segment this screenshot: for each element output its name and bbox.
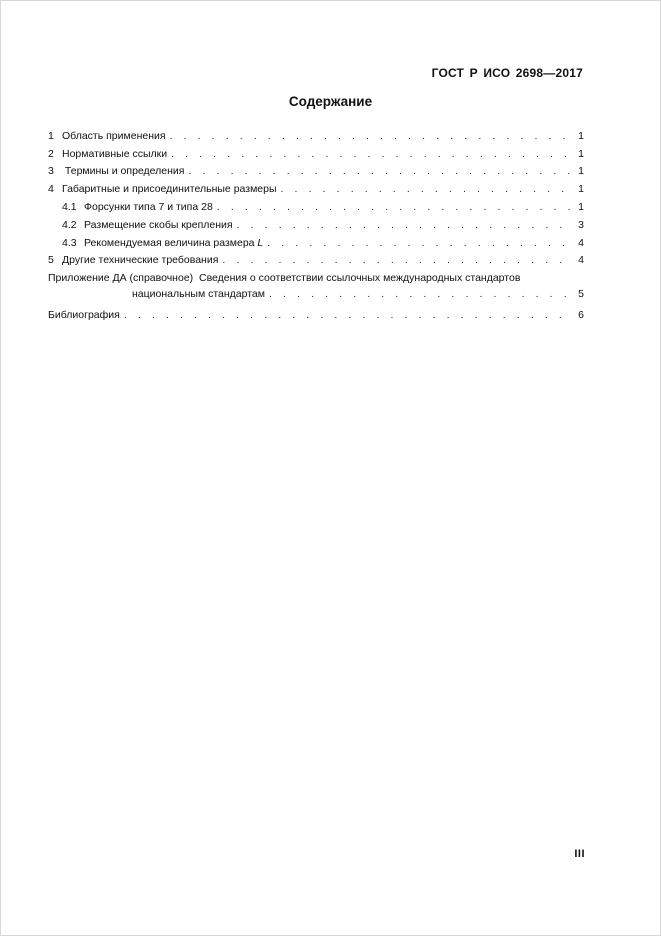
toc-entry-page: 1 (578, 147, 584, 160)
leader-dots (217, 201, 572, 213)
toc-entry-page: 3 (578, 218, 584, 231)
toc-entry-page: 4 (578, 254, 584, 267)
leader-dots (222, 254, 572, 266)
toc-appendix-title: Приложение ДА (справочное) Сведения о соответствии ссылочных международных стандартов (48, 272, 521, 285)
leader-dots (237, 219, 572, 231)
toc-appendix-line-2[interactable] (48, 284, 584, 300)
toc-entry-4-2[interactable] (48, 213, 584, 231)
toc-entry-4[interactable] (48, 177, 584, 195)
toc-entry-label: Другие технические требования (62, 254, 219, 267)
toc-entry-5[interactable] (48, 249, 584, 267)
document-code: ГОСТ Р ИСО 2698—2017 (431, 66, 583, 80)
toc-entry-4-1[interactable] (48, 195, 584, 213)
toc-entry-page: 1 (578, 165, 584, 178)
toc-entry-number: 3 (48, 165, 54, 178)
toc-entry-label-symbol: L (257, 236, 264, 249)
leader-dots (281, 183, 572, 195)
toc-entry-label: Размещение скобы крепления (84, 218, 233, 231)
leader-dots (171, 148, 572, 160)
toc-entry-label: Область применения (62, 129, 166, 142)
toc-entry-1[interactable] (48, 124, 584, 142)
toc-title: Содержание (288, 94, 373, 109)
toc-entry-4-3[interactable] (48, 231, 584, 249)
toc-entry-page: 6 (578, 308, 584, 321)
leader-dots (267, 237, 572, 249)
toc-entry-number: 4.2 (62, 218, 77, 231)
toc-entry-number: 5 (48, 254, 54, 267)
table-of-contents (48, 124, 584, 321)
toc-entry-label: Форсунки типа 7 и типа 28 (84, 200, 213, 213)
toc-entry-label: Габаритные и присоединительные размеры (62, 183, 277, 196)
toc-entry-label: Нормативные ссылки (62, 147, 168, 160)
toc-entry-number: 4.1 (62, 200, 77, 213)
toc-entry-page: 4 (578, 236, 584, 249)
toc-appendix-line-1[interactable] (48, 266, 584, 284)
leader-dots (188, 165, 572, 177)
toc-appendix-subtitle: национальным стандартам (132, 288, 265, 301)
toc-entry-label: Библиография (48, 308, 120, 321)
toc-entry-number: 1 (48, 129, 54, 142)
toc-entry-page: 1 (578, 200, 584, 213)
toc-entry-page: 5 (578, 288, 584, 301)
toc-entry-page: 1 (578, 183, 584, 196)
toc-entry-page: 1 (578, 129, 584, 142)
toc-entry-label (84, 237, 263, 249)
toc-entry-number: 4 (48, 183, 54, 196)
toc-entry-number: 4.3 (62, 236, 77, 249)
toc-entry-bibliography[interactable] (48, 303, 584, 321)
toc-entry-label-text: Рекомендуемая величина размера (84, 236, 258, 249)
page-number: III (574, 848, 585, 860)
leader-dots (124, 309, 572, 321)
toc-entry-label: Термины и определения (62, 165, 185, 178)
leader-dots (269, 288, 572, 300)
toc-entry-3[interactable] (48, 160, 584, 178)
toc-entry-number: 2 (48, 147, 54, 160)
toc-entry-2[interactable] (48, 142, 584, 160)
leader-dots (170, 130, 572, 142)
